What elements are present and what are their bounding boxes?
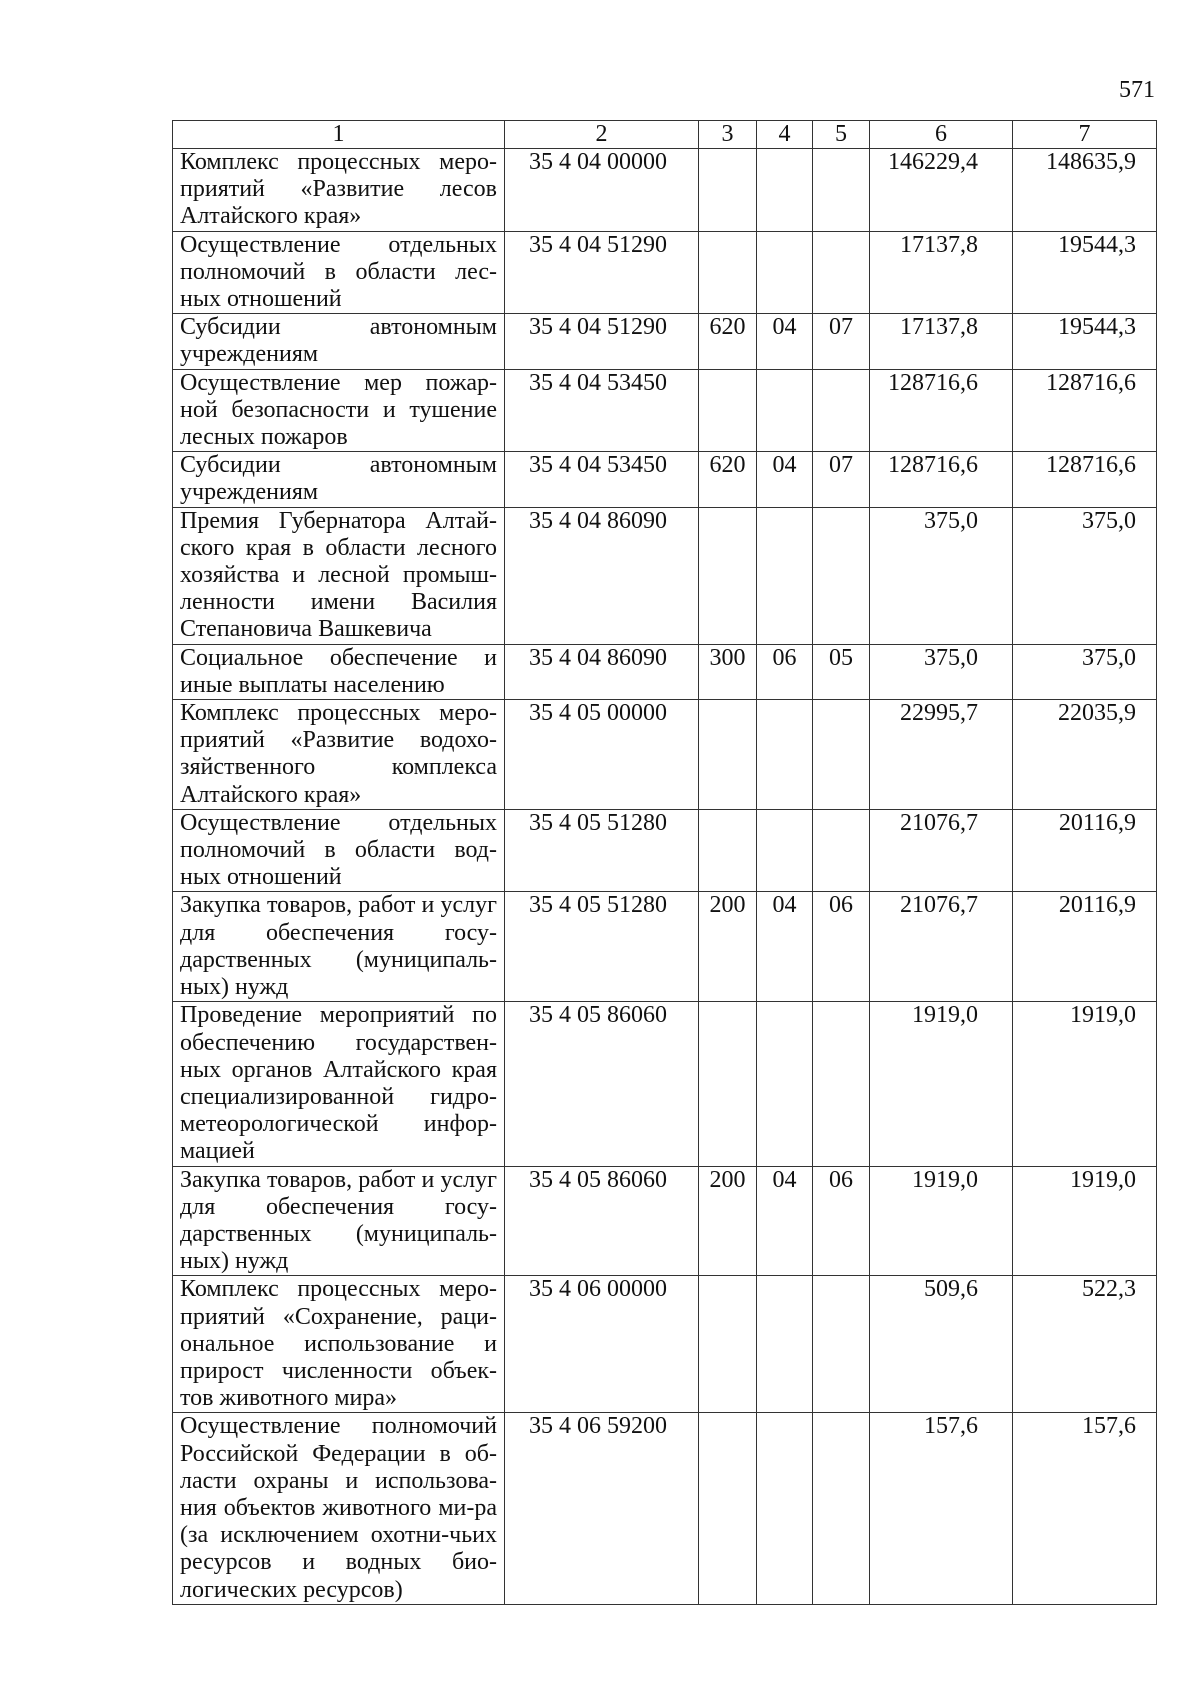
row-code: 35 4 05 00000 [505,700,699,810]
row-sum-2: 148635,9 [1013,149,1157,232]
row-pr [813,1276,870,1413]
row-pr: 07 [813,314,870,369]
row-rz [757,809,813,892]
row-sum-2: 20116,9 [1013,809,1157,892]
table-row [173,892,1157,1002]
row-code: 35 4 06 00000 [505,1276,699,1413]
row-name: Закупка товаров, работ и услуг для обеспечения госу-дарственных (муниципаль-ных) нужд [173,1166,505,1276]
row-code: 35 4 04 53450 [505,452,699,507]
row-sum-2: 375,0 [1013,644,1157,699]
row-sum-2: 22035,9 [1013,700,1157,810]
table-body [173,149,1157,1605]
row-pr: 06 [813,1166,870,1276]
header-cell-3: 3 [699,121,757,149]
row-vr: 200 [699,1166,757,1276]
row-rz [757,507,813,644]
row-sum-1: 509,6 [870,1276,1013,1413]
row-sum-2: 157,6 [1013,1413,1157,1604]
row-name: Осуществление отдельных полномочий в области лес-ных отношений [173,231,505,314]
table-row [173,1276,1157,1413]
row-rz: 04 [757,452,813,507]
row-pr [813,700,870,810]
budget-table [172,120,1157,1605]
row-sum-2: 19544,3 [1013,231,1157,314]
row-name: Комплекс процессных меро-приятий «Развитие лесов Алтайского края» [173,149,505,232]
row-name: Комплекс процессных меро-приятий «Развитие водохо-зяйственного комплекса Алтайского края» [173,700,505,810]
page-number: 571 [1119,77,1155,103]
table-row [173,809,1157,892]
row-pr [813,1002,870,1166]
table-row [173,1413,1157,1604]
row-vr [699,1002,757,1166]
row-sum-1: 375,0 [870,507,1013,644]
row-name: Субсидии автономным учреждениям [173,452,505,507]
row-pr [813,809,870,892]
header-cell-5: 5 [813,121,870,149]
row-sum-1: 21076,7 [870,892,1013,1002]
row-rz [757,1276,813,1413]
row-pr: 05 [813,644,870,699]
header-cell-4: 4 [757,121,813,149]
row-name: Социальное обеспечение и иные выплаты населению [173,644,505,699]
row-code: 35 4 05 51280 [505,892,699,1002]
row-sum-2: 128716,6 [1013,452,1157,507]
header-cell-1: 1 [173,121,505,149]
row-name: Осуществление отдельных полномочий в области вод-ных отношений [173,809,505,892]
header-row [173,121,1157,149]
row-code: 35 4 04 00000 [505,149,699,232]
row-sum-1: 157,6 [870,1413,1013,1604]
table-row [173,231,1157,314]
row-sum-1: 128716,6 [870,452,1013,507]
row-name: Проведение мероприятий по обеспечению государствен-ных органов Алтайского края специализированной гидро-метеорологической инфор-мацией [173,1002,505,1166]
row-sum-1: 1919,0 [870,1002,1013,1166]
row-rz [757,700,813,810]
row-sum-2: 375,0 [1013,507,1157,644]
row-sum-1: 17137,8 [870,231,1013,314]
row-sum-1: 1919,0 [870,1166,1013,1276]
row-pr: 07 [813,452,870,507]
table-row [173,700,1157,810]
row-sum-1: 375,0 [870,644,1013,699]
row-pr [813,149,870,232]
row-pr [813,231,870,314]
row-rz: 04 [757,314,813,369]
row-rz [757,231,813,314]
row-code: 35 4 04 86090 [505,507,699,644]
row-vr [699,1276,757,1413]
row-code: 35 4 04 86090 [505,644,699,699]
row-rz: 04 [757,1166,813,1276]
header-cell-2: 2 [505,121,699,149]
row-name: Премия Губернатора Алтай-ского края в области лесного хозяйства и лесной промыш-ленности имени Василия Степановича Вашкевича [173,507,505,644]
row-sum-2: 522,3 [1013,1276,1157,1413]
row-rz [757,1002,813,1166]
row-code: 35 4 05 86060 [505,1002,699,1166]
row-code: 35 4 05 86060 [505,1166,699,1276]
row-vr: 200 [699,892,757,1002]
row-sum-2: 19544,3 [1013,314,1157,369]
row-vr [699,507,757,644]
row-vr: 620 [699,314,757,369]
row-vr [699,231,757,314]
row-sum-2: 1919,0 [1013,1002,1157,1166]
row-name: Осуществление мер пожар-ной безопасности и тушение лесных пожаров [173,369,505,452]
table-row [173,644,1157,699]
row-sum-2: 128716,6 [1013,369,1157,452]
row-code: 35 4 04 51290 [505,314,699,369]
table-row [173,507,1157,644]
row-sum-1: 128716,6 [870,369,1013,452]
row-code: 35 4 05 51280 [505,809,699,892]
row-pr [813,1413,870,1604]
row-pr: 06 [813,892,870,1002]
table-row [173,149,1157,232]
row-vr [699,369,757,452]
row-rz [757,149,813,232]
table-row [173,1002,1157,1166]
row-vr [699,149,757,232]
table-row [173,1166,1157,1276]
row-vr [699,1413,757,1604]
row-rz [757,369,813,452]
row-name: Закупка товаров, работ и услуг для обеспечения госу-дарственных (муниципаль-ных) нужд [173,892,505,1002]
row-vr [699,809,757,892]
row-code: 35 4 04 51290 [505,231,699,314]
row-rz [757,1413,813,1604]
table-row [173,369,1157,452]
row-name: Комплекс процессных меро-приятий «Сохранение, раци-ональное использование и прирост численности объек-тов животного мира» [173,1276,505,1413]
row-sum-2: 1919,0 [1013,1166,1157,1276]
row-sum-1: 17137,8 [870,314,1013,369]
table-row [173,452,1157,507]
row-sum-1: 22995,7 [870,700,1013,810]
header-cell-7: 7 [1013,121,1157,149]
row-name: Осуществление полномочий Российской Федерации в об-ласти охраны и использова-ния объектов животного ми-ра (за исключением охотни-чьих ресурсов и водных био-логических ресурсов) [173,1413,505,1604]
row-name: Субсидии автономным учреждениям [173,314,505,369]
row-sum-1: 146229,4 [870,149,1013,232]
row-vr: 300 [699,644,757,699]
row-sum-2: 20116,9 [1013,892,1157,1002]
table-header [173,121,1157,149]
row-pr [813,369,870,452]
row-rz: 06 [757,644,813,699]
row-vr: 620 [699,452,757,507]
table-row [173,314,1157,369]
header-cell-6: 6 [870,121,1013,149]
row-pr [813,507,870,644]
row-code: 35 4 04 53450 [505,369,699,452]
row-vr [699,700,757,810]
row-code: 35 4 06 59200 [505,1413,699,1604]
row-sum-1: 21076,7 [870,809,1013,892]
row-rz: 04 [757,892,813,1002]
